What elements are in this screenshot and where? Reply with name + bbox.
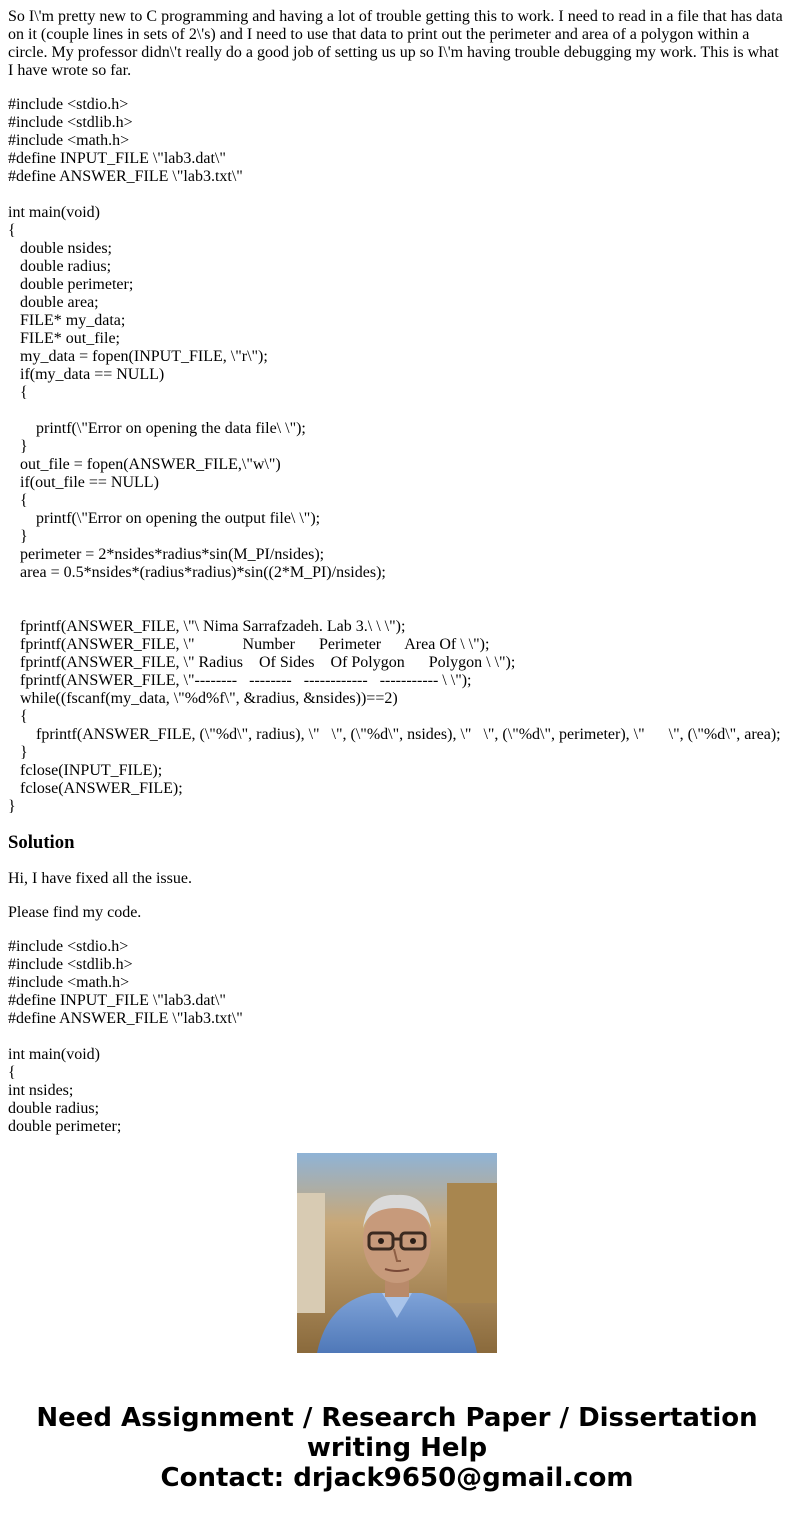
code-line: #include <stdio.h> [8, 938, 129, 955]
code-line: { [8, 222, 16, 239]
code-line: #include <math.h> [8, 132, 130, 149]
code-line: fprintf(ANSWER_FILE, \"\ Nima Sarrafzadeh. Lab 3.\ \ \"); [8, 618, 406, 635]
code-line: #define INPUT_FILE \"lab3.dat\" [8, 992, 226, 1009]
code-line: #include <math.h> [8, 974, 130, 991]
code-line: #include <stdio.h> [8, 96, 129, 113]
code-line: int main(void) [8, 1046, 100, 1063]
code-line: #include <stdlib.h> [8, 114, 133, 131]
code-line: double radius; [8, 258, 112, 275]
solution-code-block [8, 938, 786, 1136]
code-line: printf(\"Error on opening the output file\ \"); [8, 510, 321, 527]
avatar [297, 1153, 497, 1353]
code-line: int nsides; [8, 1082, 74, 1099]
code-line: FILE* my_data; [8, 312, 126, 329]
code-line: my_data = fopen(INPUT_FILE, \"r\"); [8, 348, 268, 365]
code-line: #define ANSWER_FILE \"lab3.txt\" [8, 1010, 243, 1027]
code-line [8, 582, 786, 600]
code-line: fprintf(ANSWER_FILE, \" Number Perimeter Area Of \ \"); [8, 636, 490, 653]
code-line: } [8, 438, 28, 455]
code-line: #define ANSWER_FILE \"lab3.txt\" [8, 168, 243, 185]
code-line: } [8, 744, 28, 761]
code-line: #include <stdlib.h> [8, 956, 133, 973]
code-line: { [8, 492, 28, 509]
code-line: } [8, 798, 16, 815]
code-line [8, 600, 786, 618]
code-line: fprintf(ANSWER_FILE, \"-------- -------- ------------ ----------- \ \"); [8, 672, 472, 689]
code-line: fprintf(ANSWER_FILE, \" Radius Of Sides Of Polygon Polygon \ \"); [8, 654, 516, 671]
code-line: double perimeter; [8, 1118, 122, 1135]
code-line: fprintf(ANSWER_FILE, (\"%d\", radius), \" \", (\"%d\", nsides), \" \", (\"%d\", perimeter), \" \", (\"%d\", area); [8, 726, 781, 743]
code-line: out_file = fopen(ANSWER_FILE,\"w\") [8, 456, 281, 473]
code-line: FILE* out_file; [8, 330, 120, 347]
solution-heading: Solution [8, 832, 75, 853]
solution-intro: Hi, I have fixed all the issue. [8, 870, 192, 887]
code-line: if(out_file == NULL) [8, 474, 159, 491]
code-line [8, 186, 786, 204]
promo-banner [0, 1403, 794, 1493]
code-line [8, 402, 786, 420]
solution-note: Please find my code. [8, 904, 142, 921]
person-photo-icon [297, 1153, 497, 1353]
question-code-block [8, 96, 786, 816]
code-line [8, 1028, 786, 1046]
code-line: if(my_data == NULL) [8, 366, 165, 383]
code-line: } [8, 528, 28, 545]
code-line: { [8, 384, 28, 401]
code-line: { [8, 1064, 16, 1081]
code-line: perimeter = 2*nsides*radius*sin(M_PI/nsides); [8, 546, 325, 563]
promo-line-1: Need Assignment / Research Paper / Dissertation [36, 1403, 758, 1433]
code-line: printf(\"Error on opening the data file\ \"); [8, 420, 306, 437]
code-line: fclose(INPUT_FILE); [8, 762, 163, 779]
question-text: So I\'m pretty new to C programming and having a lot of trouble getting this to work. I need to read in a file that has data on it (couple lines in sets of 2\'s) and I need to use that data to print out the perimeter and area of a polygon within a circle. My professor didn\'t really do a good job of setting us up so I\'m having trouble debugging my work. This is what I have wrote so far. [8, 8, 783, 79]
code-line: double area; [8, 294, 99, 311]
promo-line-2: writing Help [306, 1433, 488, 1463]
code-line: double radius; [8, 1100, 100, 1117]
code-line: double perimeter; [8, 276, 134, 293]
code-line: { [8, 708, 28, 725]
promo-contact: Contact: drjack9650@gmail.com [160, 1463, 634, 1493]
code-line: area = 0.5*nsides*(radius*radius)*sin((2*M_PI)/nsides); [8, 564, 386, 581]
code-line: fclose(ANSWER_FILE); [8, 780, 183, 797]
document-content [8, 8, 786, 1135]
code-line: while((fscanf(my_data, \"%d%f\", &radius, &nsides))==2) [8, 690, 398, 707]
code-line: int main(void) [8, 204, 100, 221]
code-line: double nsides; [8, 240, 112, 257]
code-line: #define INPUT_FILE \"lab3.dat\" [8, 150, 226, 167]
